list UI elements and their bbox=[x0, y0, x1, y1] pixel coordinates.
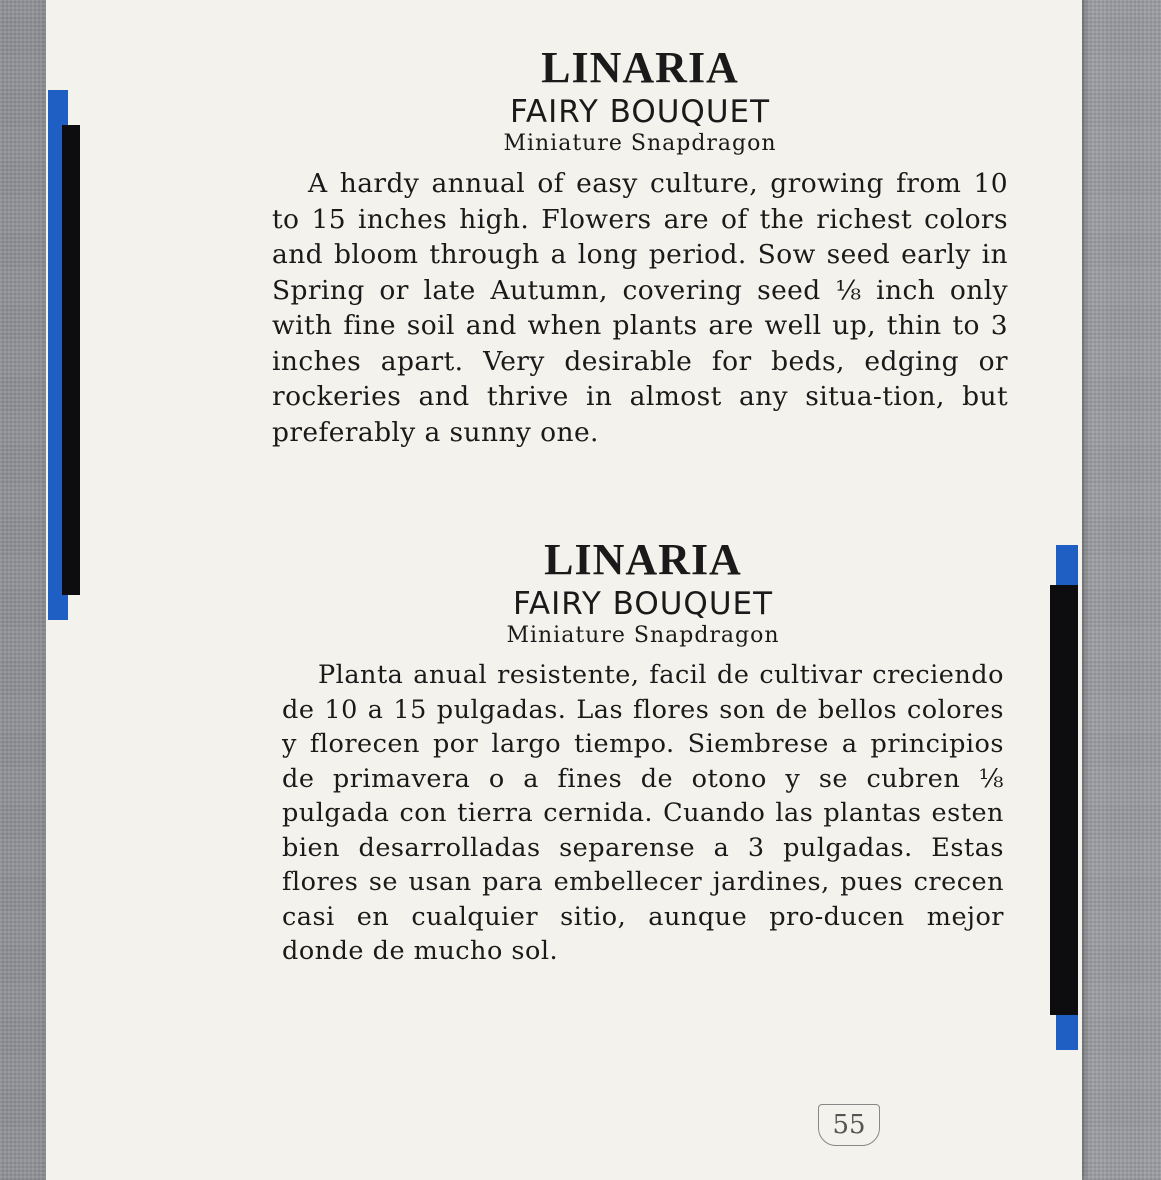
left-black-border-strip bbox=[62, 125, 80, 595]
english-section bbox=[272, 42, 1008, 450]
right-black-border-strip bbox=[1050, 585, 1078, 1015]
spanish-subtitle: FAIRY BOUQUET bbox=[512, 586, 774, 622]
english-subtitle: FAIRY BOUQUET bbox=[509, 94, 771, 130]
english-title: LINARIA bbox=[541, 43, 739, 92]
english-tagline: Miniature Snapdragon bbox=[503, 131, 777, 156]
spanish-description: Planta anual resistente, facil de cultivar creciendo de 10 a 15 pulgadas. Las flores son de bellos colores y florecen por largo tiempo. Siembrese a principios de primavera o a fines de otono y se cubren ⅛ pulgada con tierra cernida. Cuando las plantas esten bien desarrolladas separense a 3 pulgadas. Estas flores se usan para embellecer jardines, pues crecen casi en cualquier sitio, aunque pro-ducen mejor donde de mucho sol. bbox=[282, 660, 1004, 966]
english-description: A hardy annual of easy culture, growing from 10 to 15 inches high. Flowers are of the richest colors and bloom through a long period. Sow seed early in Spring or late Autumn, covering seed ⅛ inch only with fine soil and when plants are well up, thin to 3 inches apart. Very desirable for beds, edging or rockeries and thrive in almost any situa-tion, but preferably a sunny one. bbox=[272, 168, 1008, 448]
spanish-title: LINARIA bbox=[544, 535, 742, 584]
page-number-badge: 55 bbox=[818, 1104, 880, 1146]
spanish-tagline: Miniature Snapdragon bbox=[506, 623, 780, 648]
spanish-section bbox=[282, 534, 1004, 969]
